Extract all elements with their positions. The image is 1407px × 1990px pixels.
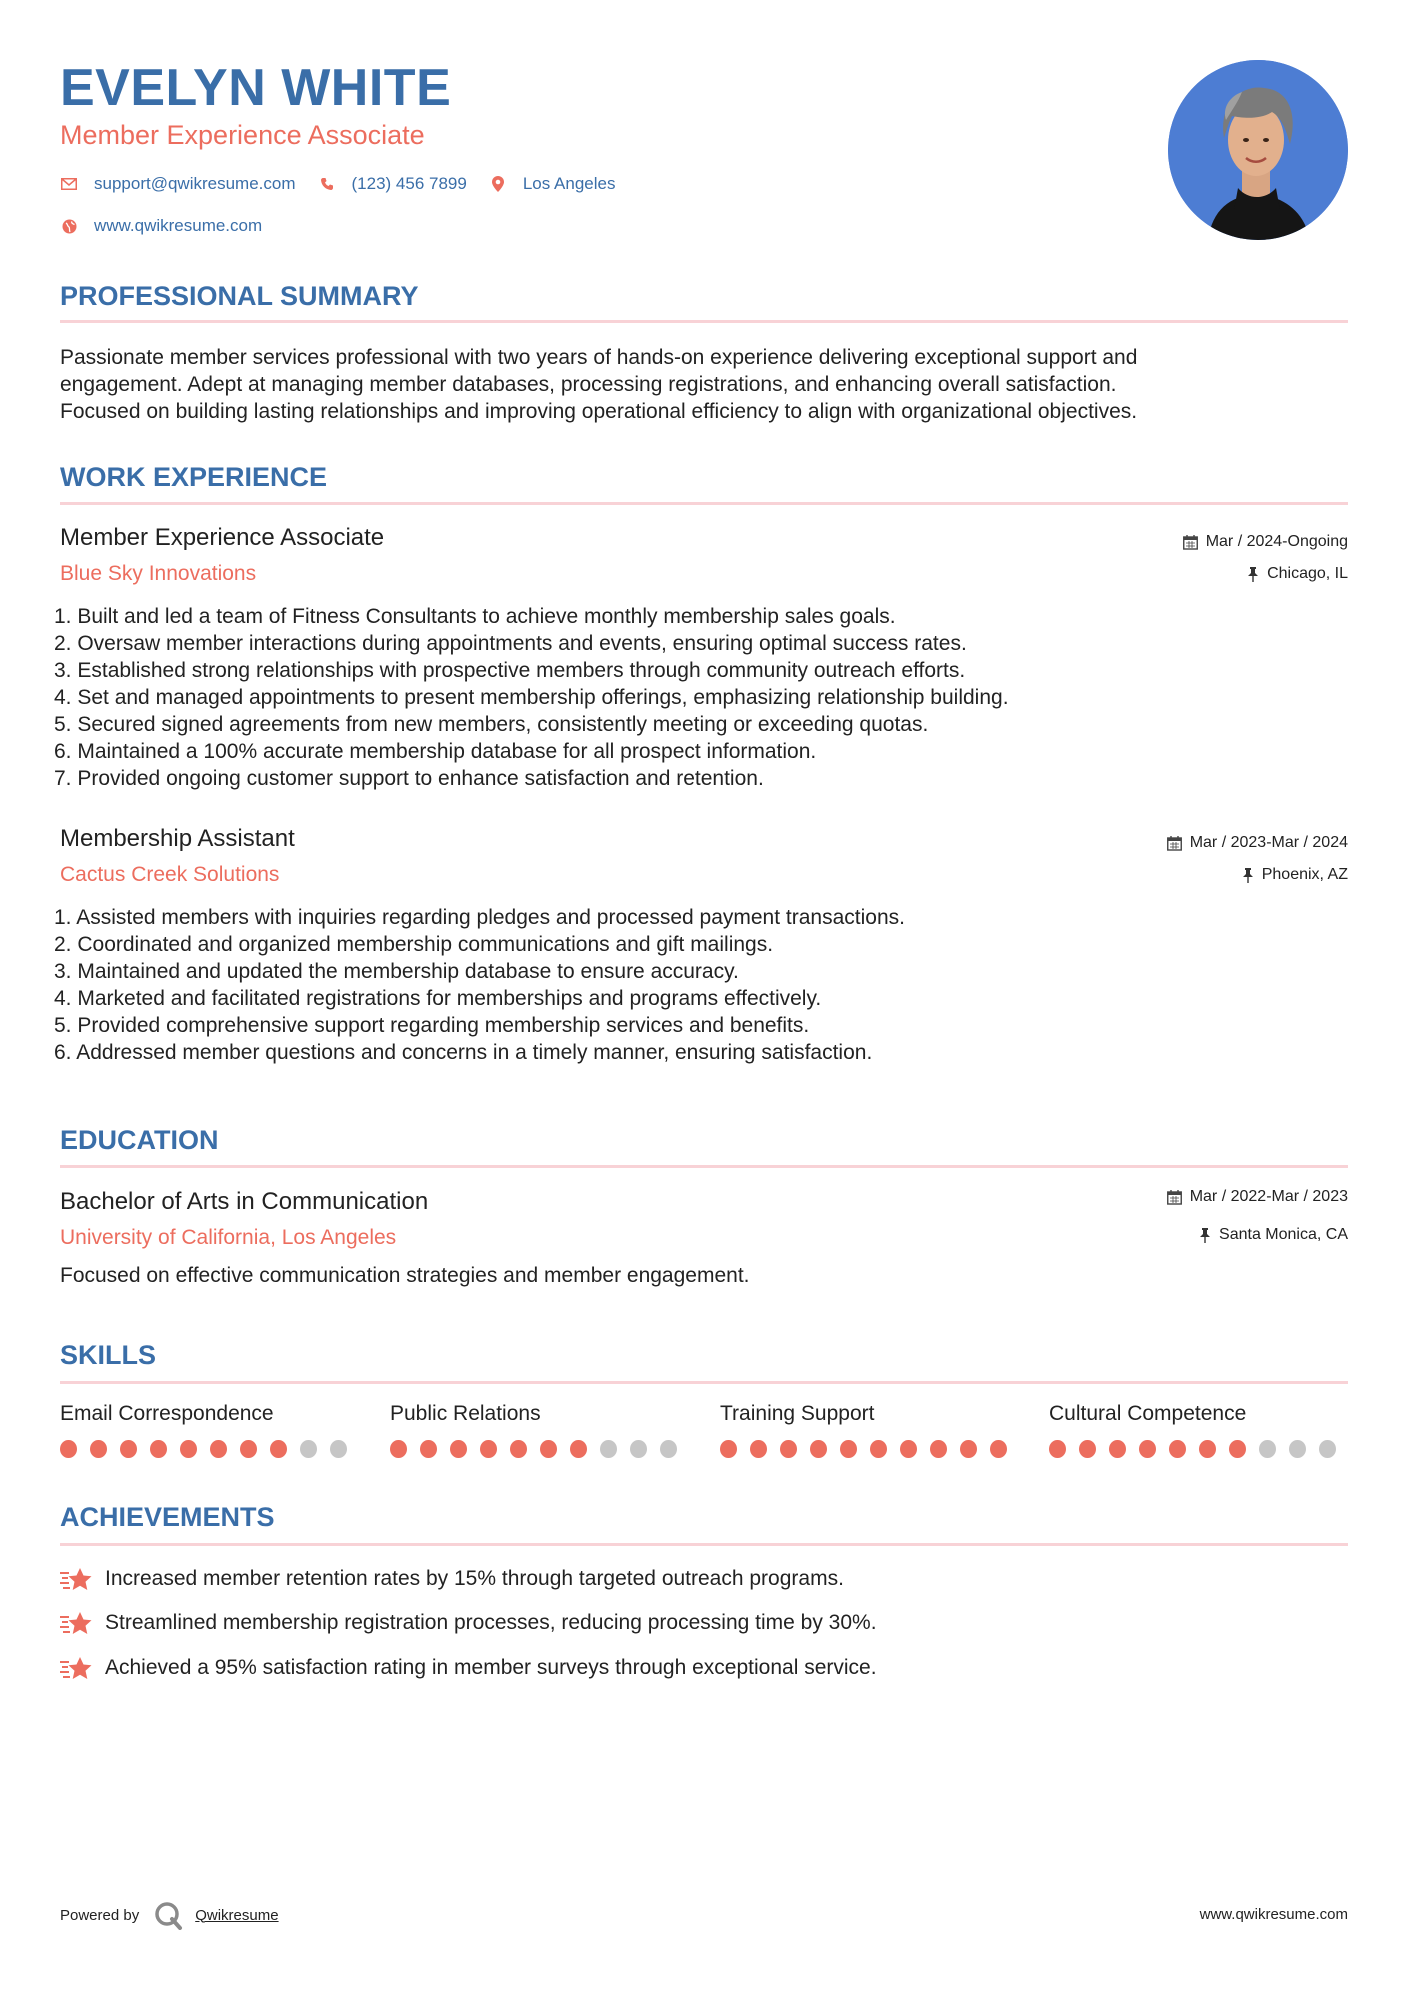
skill-dot-filled [510, 1440, 527, 1458]
list-item: 7. Provided ongoing customer support to enhance satisfaction and retention. [54, 767, 764, 790]
skill-dot-filled [990, 1440, 1007, 1458]
qwikresume-logo-icon [153, 1900, 183, 1930]
skill-dot-filled [480, 1440, 497, 1458]
job-bullets [54, 904, 1344, 1066]
skill-item [720, 1402, 1020, 1458]
profile-photo [1168, 60, 1348, 240]
location-text: Los Angeles [522, 174, 616, 193]
company-name: Blue Sky Innovations [60, 562, 257, 585]
skill-name: Training Support [720, 1402, 875, 1425]
list-item: 3. Maintained and updated the membership database to ensure accuracy. [54, 960, 739, 983]
calendar-icon [1167, 836, 1182, 851]
achievement-item [60, 1566, 844, 1592]
pin-icon [1199, 1228, 1211, 1243]
achievement-text: Streamlined membership registration processes, reducing processing time by 30%. [105, 1611, 877, 1634]
skill-dot-empty [630, 1440, 647, 1458]
skill-dot-filled [540, 1440, 557, 1458]
school-name: University of California, Los Angeles [60, 1226, 397, 1249]
job-location [1247, 565, 1348, 583]
section-divider [60, 320, 1348, 323]
achievement-text: Achieved a 95% satisfaction rating in member surveys through exceptional service. [105, 1656, 877, 1679]
list-item: 3. Established strong relationships with prospective members through community outreach efforts. [54, 659, 966, 682]
list-item: 4. Marketed and facilitated registrations for memberships and programs effectively. [54, 987, 822, 1010]
skill-name: Public Relations [390, 1402, 541, 1425]
summary-heading: PROFESSIONAL SUMMARY [60, 281, 419, 311]
skill-dot-filled [180, 1440, 197, 1458]
skill-dot-filled [1229, 1440, 1246, 1458]
website-link[interactable]: www.qwikresume.com [94, 216, 263, 235]
skill-dot-empty [660, 1440, 677, 1458]
star-icon [60, 1610, 94, 1636]
summary-line: Focused on building lasting relationships and improving operational efficiency to align with organizational objectives. [60, 400, 1138, 423]
job-title: Membership Assistant [60, 825, 295, 852]
degree-title: Bachelor of Arts in Communication [60, 1188, 429, 1215]
star-icon [60, 1566, 94, 1592]
skill-item [60, 1402, 360, 1458]
skill-dot-filled [870, 1440, 887, 1458]
job-dates [1183, 533, 1348, 551]
skill-dot-empty [300, 1440, 317, 1458]
list-item: 6. Maintained a 100% accurate membership database for all prospect information. [54, 740, 817, 763]
job-title: Member Experience Associate [60, 524, 385, 551]
skill-rating [720, 1440, 1020, 1458]
skill-dot-filled [240, 1440, 257, 1458]
skill-dot-filled [1079, 1440, 1096, 1458]
skill-dot-filled [900, 1440, 917, 1458]
skill-dot-filled [780, 1440, 797, 1458]
list-item: 1. Built and led a team of Fitness Consultants to achieve monthly membership sales goals. [54, 605, 896, 628]
skill-dot-filled [90, 1440, 107, 1458]
skill-dot-filled [720, 1440, 737, 1458]
star-icon [60, 1655, 94, 1681]
skill-dot-filled [1109, 1440, 1126, 1458]
summary-text [60, 344, 1348, 425]
skill-dot-filled [1139, 1440, 1156, 1458]
list-item: 2. Coordinated and organized membership communications and gift mailings. [54, 933, 774, 956]
education-dates [1167, 1188, 1348, 1206]
education-location [1199, 1226, 1348, 1244]
experience-heading: WORK EXPERIENCE [60, 462, 328, 492]
skill-dot-filled [210, 1440, 227, 1458]
job-location-text: Phoenix, AZ [1261, 866, 1348, 883]
achievements-heading: ACHIEVEMENTS [60, 1502, 275, 1532]
candidate-title: Member Experience Associate [60, 120, 425, 150]
list-item: 5. Provided comprehensive support regarding membership services and benefits. [54, 1014, 810, 1037]
skill-dot-filled [1169, 1440, 1186, 1458]
achievement-item [60, 1655, 877, 1681]
skill-dot-filled [1199, 1440, 1216, 1458]
skill-name: Email Correspondence [60, 1402, 274, 1425]
skill-name: Cultural Competence [1049, 1402, 1247, 1425]
globe-icon [60, 217, 78, 235]
section-divider [60, 1165, 1348, 1168]
skill-dot-filled [840, 1440, 857, 1458]
skill-dot-empty [330, 1440, 347, 1458]
skill-dot-filled [570, 1440, 587, 1458]
candidate-name: EVELYN WHITE [60, 59, 452, 117]
skill-rating [1049, 1440, 1349, 1458]
phone-icon [318, 175, 336, 193]
job-dates-text: Mar / 2023-Mar / 2024 [1189, 834, 1348, 851]
list-item: 4. Set and managed appointments to present membership offerings, emphasizing relationship building. [54, 686, 1009, 709]
email-icon [60, 175, 78, 193]
qwikresume-link[interactable]: Qwikresume [195, 1906, 279, 1924]
skills-heading: SKILLS [60, 1340, 157, 1370]
skill-dot-filled [450, 1440, 467, 1458]
summary-line: engagement. Adept at managing member databases, processing registrations, and enhancing overall satisfaction. [60, 373, 1117, 396]
job-bullets [54, 603, 1344, 792]
skill-dot-filled [1049, 1440, 1066, 1458]
education-description: Focused on effective communication strategies and member engagement. [60, 1264, 750, 1287]
skill-rating [390, 1440, 690, 1458]
job-dates-text: Mar / 2024-Ongoing [1205, 533, 1348, 550]
skill-dot-filled [960, 1440, 977, 1458]
list-item: 6. Addressed member questions and concerns in a timely manner, ensuring satisfaction. [54, 1041, 873, 1064]
skill-dot-filled [60, 1440, 77, 1458]
website-row [60, 216, 262, 236]
education-dates-text: Mar / 2022-Mar / 2023 [1189, 1188, 1348, 1205]
skill-dot-filled [420, 1440, 437, 1458]
company-name: Cactus Creek Solutions [60, 863, 280, 886]
summary-line: Passionate member services professional with two years of hands-on experience delivering exceptional support and [60, 346, 1138, 369]
achievement-text: Increased member retention rates by 15% through targeted outreach programs. [105, 1567, 844, 1590]
skill-dot-filled [150, 1440, 167, 1458]
section-divider [60, 1381, 1348, 1384]
skill-dot-empty [1319, 1440, 1336, 1458]
skill-item [1049, 1402, 1349, 1458]
pin-icon [1242, 868, 1254, 883]
skill-dot-filled [930, 1440, 947, 1458]
achievement-item [60, 1610, 877, 1636]
skill-dot-empty [600, 1440, 617, 1458]
skill-item [390, 1402, 690, 1458]
skill-dot-filled [120, 1440, 137, 1458]
skill-rating [60, 1440, 360, 1458]
job-dates [1167, 834, 1348, 852]
calendar-icon [1183, 535, 1198, 550]
section-divider [60, 1543, 1348, 1546]
powered-by-label: Powered by [60, 1906, 140, 1924]
skill-dot-filled [270, 1440, 287, 1458]
pin-icon [1247, 567, 1259, 582]
skill-dot-empty [1259, 1440, 1276, 1458]
job-location [1242, 866, 1348, 884]
list-item: 5. Secured signed agreements from new members, consistently meeting or exceeding quotas. [54, 713, 929, 736]
list-item: 1. Assisted members with inquiries regarding pledges and processed payment transactions. [54, 906, 905, 929]
email-link[interactable]: support@qwikresume.com [94, 174, 296, 193]
section-divider [60, 502, 1348, 505]
education-heading: EDUCATION [60, 1125, 219, 1155]
skill-dot-filled [390, 1440, 407, 1458]
skill-dot-filled [750, 1440, 767, 1458]
job-location-text: Chicago, IL [1267, 565, 1348, 582]
skill-dot-empty [1289, 1440, 1306, 1458]
education-location-text: Santa Monica, CA [1219, 1226, 1348, 1243]
contact-row [60, 174, 615, 194]
list-item: 2. Oversaw member interactions during appointments and events, ensuring optimal success rates. [54, 632, 967, 655]
phone-number[interactable]: (123) 456 7899 [351, 174, 467, 193]
location-pin-icon [489, 175, 507, 193]
calendar-icon [1167, 1190, 1182, 1205]
skill-dot-filled [810, 1440, 827, 1458]
footer-powered-by [60, 1900, 279, 1930]
footer-website[interactable]: www.qwikresume.com [1199, 1906, 1348, 1923]
